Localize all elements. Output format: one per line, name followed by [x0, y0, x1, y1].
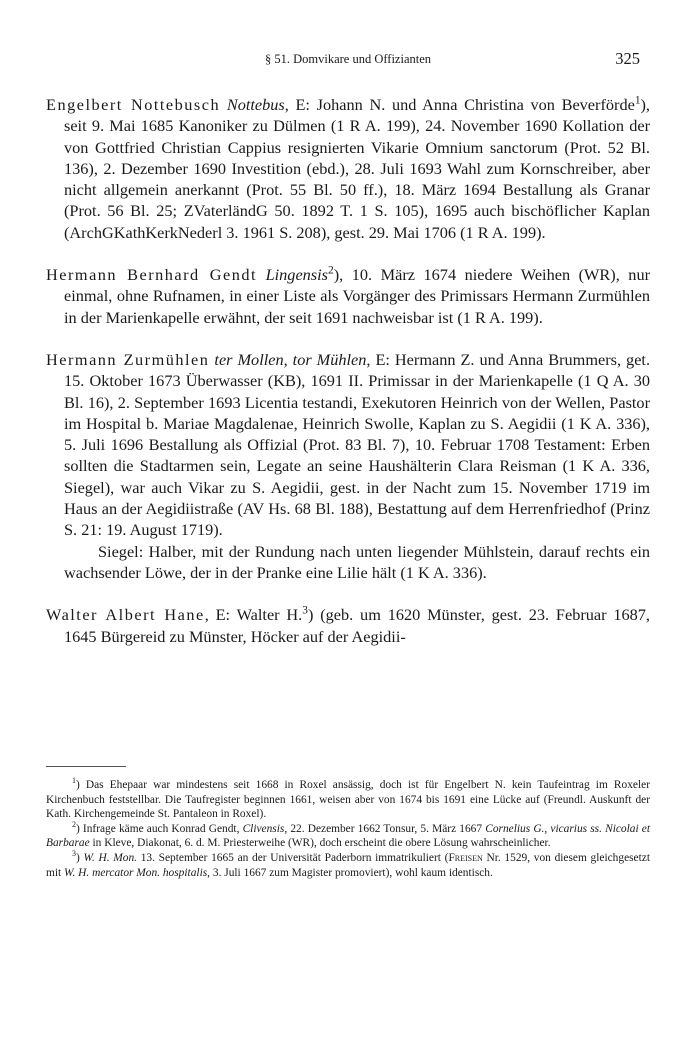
entry-zurmuehlen — [46, 349, 650, 541]
main-text — [46, 94, 650, 668]
footnote-rule — [46, 766, 126, 767]
footnote-text: Cornelius G., vicarius ss. Nicolai et Barbarae — [46, 822, 651, 850]
footnote-text: 13. September 1665 an der Universität Paderborn immatrikuliert ( — [137, 851, 449, 864]
page-number: 325 — [615, 49, 640, 68]
footnote-text: in Kleve, Diakonat, 6. d. M. Priesterweihe (WR), doch erscheint die obere Lösung wahrscheinlicher. — [89, 837, 551, 850]
footnote-text: Clivensis — [242, 822, 285, 835]
entry-name: Engelbert Nottebusch — [46, 95, 221, 114]
footnotes — [46, 778, 650, 880]
footnote-number: 1 — [72, 776, 76, 786]
entry-gendt — [46, 264, 650, 328]
page-header — [46, 49, 650, 72]
running-title: § 51. Domvikare und Offizianten — [264, 52, 432, 66]
footnote-number: 2 — [72, 819, 76, 829]
footnote-text: W. H. Mon. — [83, 851, 138, 864]
footnote-ref: 3 — [302, 604, 308, 617]
entry-name: Walter Albert Hane — [46, 605, 205, 625]
entry-text: , E: Hermann Z. und Anna Brummers, get. 15. Oktober 1673 Überwasser (KB), 1691 II. Primissar in der Marienkapelle (1 Q A. 30 Bl. 16), 2. September 1693 Licentia testandi, Exekutoren Heinrich von der Wellen, Pastor im Hospital b. Mariae Magdalenae, Heinrich Swolle, Kaplan zu S. Aegidii (1 K A. 336), 5. Juli 1696 Bestallung als Offizial (Prot. 83 Bl. 7), 10. Februar 1708 Testament: Erben sollten die Stadtarmen sein, Legate an seine Haushälterin Clara Reisman (1 K A. 336, Siegel), war auch Vikar zu S. Aegidii, gest. in der Nacht zum 15. November 1719 im Haus an der Aegidiistraße (AV Hs. 68 Bl. 188), Bestattung auf dem Herrenfriedhof (Prinz S. 21: 19. August 1719). — [64, 349, 651, 540]
entry-latin-name: Lingensis — [265, 265, 329, 285]
entry-latin-name: ter Mollen, tor Mühlen — [214, 349, 367, 369]
entry-name: Hermann Zurmühlen — [46, 349, 210, 369]
footnote-text: , 22. Dezember 1662 Tonsur, 5. März 1667 — [284, 822, 486, 835]
entry-nottebusch — [46, 94, 650, 243]
entry-text: ), 10. März 1674 niedere Weihen (WR), nur einmal, ohne Rufnamen, in einer Liste als Vorgänger des Primissars Hermann Zurmühlen in der Marienkapelle erwähnt, der seit 1691 nachweisbar ist (1 R A. 199). — [64, 265, 651, 327]
footnote-text: Freisen — [448, 851, 483, 864]
entry-text: , E: Johann N. und Anna Christina von Beverförde — [284, 95, 635, 114]
entry-text: , E: Walter H. — [204, 605, 303, 625]
footnote-ref: 1 — [634, 94, 641, 107]
seal-description: Siegel: Halber, mit der Rundung nach unten liegender Mühlstein, darauf rechts ein wachsender Löwe, der in der Pranke eine Lilie hält (1 K A. 336). — [64, 541, 650, 582]
entry-text: ), seit 9. Mai 1685 Kanoniker zu Dülmen (1 R A. 199), 24. November 1690 Kollation der von Gottfried Christian Cappius resignierten Vikarie Omnium sanctorum (Prot. 52 Bl. 136), 2. Dezember 1690 Investition (ebd.), 28. Juli 1693 Wahl zum Kornschreiber, aber nicht allgemein anerkannt (Prot. 55 Bl. 50 ff.), 18. März 1694 Bestallung als Granar (Prot. 56 Bl. 25; ZVaterländG 50. 1892 T. 1 S. 105), 1695 auch bischöflicher Kaplan (ArchGKathKerkNederl 3. 1961 S. 208), gest. 29. Mai 1706 (1 R A. 199). — [64, 95, 651, 242]
footnote-text: ) Das Ehepaar war mindestens seit 1668 in Roxel ansässig, doch ist für Engelbert N. kein Taufeintrag im Roxeler Kirchenbuch feststellbar. Die Taufregister beginnen 1661, weisen aber von 1674 bis 1691 eine Lücke auf (Freundl. Auskunft der Kath. Kirchengemeinde St. Pantaleon in Roxel). — [46, 779, 650, 821]
entry-text: ) (geb. um 1620 Münster, gest. 23. Februar 1687, 1645 Bürgereid zu Münster, Höcker auf der Aegidii- — [64, 605, 651, 646]
footnote-text: , 3. Juli 1667 zum Magister promoviert), wohl kaum identisch. — [207, 866, 493, 879]
footnote-2 — [46, 819, 651, 851]
entry-latin-name: Nottebus — [226, 95, 285, 114]
footnote-ref: 2 — [328, 264, 334, 277]
footnote-text: Nr. 1529, von diesem gleichgesetzt mit — [46, 851, 650, 879]
footnote-text: ) Infrage käme auch Konrad Gendt, — [75, 822, 243, 835]
entry-hane — [46, 604, 650, 647]
footnote-1 — [46, 778, 650, 822]
entry-name: Hermann Bernhard Gendt — [46, 265, 258, 285]
footnote-text: ) — [75, 851, 84, 864]
footnote-text: W. H. mercator Mon. hospitalis — [64, 866, 208, 879]
footnote-3 — [46, 851, 650, 880]
footnote-number: 3 — [72, 849, 76, 859]
